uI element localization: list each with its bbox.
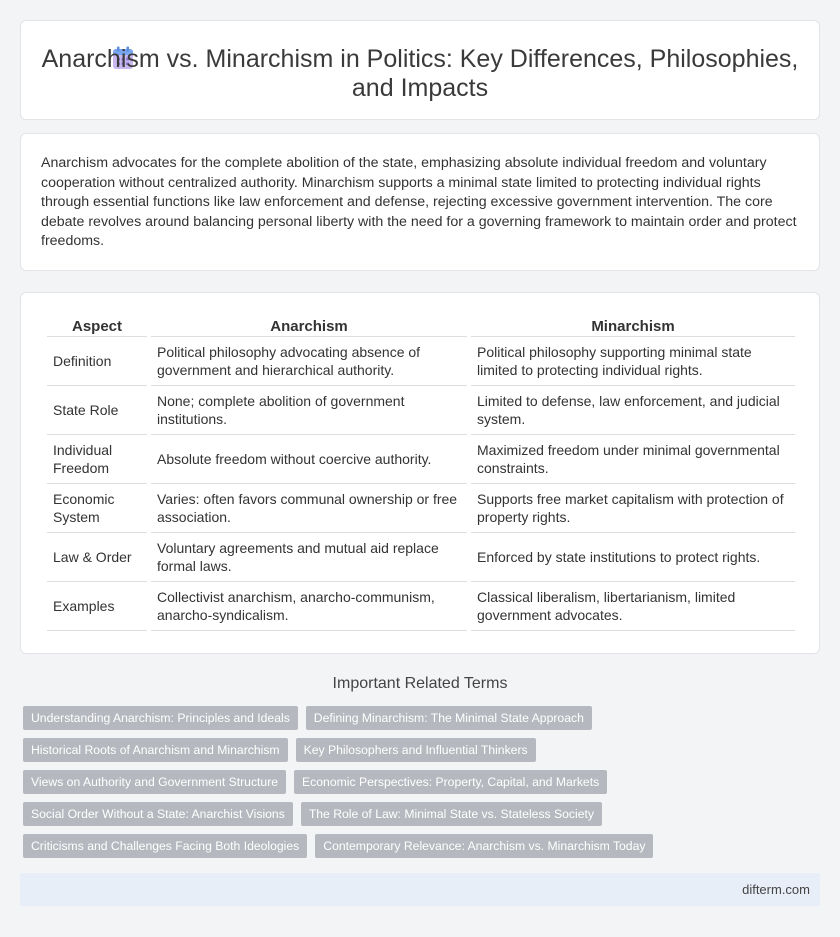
- cell-minarchism: Supports free market capitalism with protection of property rights.: [471, 484, 795, 533]
- cell-aspect: Individual Freedom: [47, 435, 147, 484]
- table-row: [47, 533, 795, 582]
- related-term-link[interactable]: Views on Authority and Government Structure: [23, 770, 286, 794]
- cell-aspect: Law & Order: [47, 533, 147, 582]
- cell-aspect: Examples: [47, 582, 147, 631]
- cell-anarchism: Varies: often favors communal ownership or free association.: [151, 484, 467, 533]
- related-term-link[interactable]: The Role of Law: Minimal State vs. Stateless Society: [301, 802, 602, 826]
- related-term-link[interactable]: Defining Minarchism: The Minimal State Approach: [306, 706, 592, 730]
- cell-anarchism: None; complete abolition of government institutions.: [151, 386, 467, 435]
- related-term-link[interactable]: Key Philosophers and Influential Thinkers: [296, 738, 536, 762]
- header-anarchism: Anarchism: [151, 313, 467, 337]
- related-term-link[interactable]: Criticisms and Challenges Facing Both Ideologies: [23, 834, 307, 858]
- cell-minarchism: Enforced by state institutions to protect rights.: [471, 533, 795, 582]
- cell-minarchism: Limited to defense, law enforcement, and judicial system.: [471, 386, 795, 435]
- comparison-table: [43, 313, 799, 631]
- table-header-row: [47, 313, 795, 337]
- related-term-link[interactable]: Economic Perspectives: Property, Capital, and Markets: [294, 770, 607, 794]
- title-card: [20, 20, 820, 120]
- footer: [20, 873, 820, 906]
- intro-paragraph: Anarchism advocates for the complete abolition of the state, emphasizing absolute individual freedom and voluntary cooperation without centralized authority. Minarchism supports a minimal state limited to protecting individual rights through essential functions like law enforcement and defense, rejecting excessive government intervention. The core debate revolves around balancing personal liberty with the need for a governing framework to maintain order and protect freedoms.: [41, 155, 797, 250]
- cell-anarchism: Collectivist anarchism, anarcho-communism, anarcho-syndicalism.: [151, 582, 467, 631]
- comparison-card: [20, 292, 820, 654]
- cell-aspect: Definition: [47, 337, 147, 386]
- related-term-link[interactable]: Social Order Without a State: Anarchist Visions: [23, 802, 293, 826]
- intro-card: [20, 133, 820, 271]
- page-title: Anarchism vs. Minarchism in Politics: Key Differences, Philosophies, and Impacts: [41, 45, 799, 102]
- table-row: [47, 484, 795, 533]
- related-terms-list: [23, 706, 803, 858]
- related-term-link[interactable]: Contemporary Relevance: Anarchism vs. Minarchism Today: [315, 834, 653, 858]
- table-row: [47, 337, 795, 386]
- cell-anarchism: Political philosophy advocating absence of government and hierarchical authority.: [151, 337, 467, 386]
- cell-anarchism: Voluntary agreements and mutual aid replace formal laws.: [151, 533, 467, 582]
- cell-anarchism: Absolute freedom without coercive authority.: [151, 435, 467, 484]
- related-term-link[interactable]: Historical Roots of Anarchism and Minarchism: [23, 738, 288, 762]
- header-aspect: Aspect: [47, 313, 147, 337]
- related-terms-title: Important Related Terms: [332, 675, 508, 692]
- table-row: [47, 582, 795, 631]
- table-row: [47, 386, 795, 435]
- header-minarchism: Minarchism: [471, 313, 795, 337]
- table-row: [47, 435, 795, 484]
- cell-minarchism: Political philosophy supporting minimal state limited to protecting individual rights.: [471, 337, 795, 386]
- cell-minarchism: Classical liberalism, libertarianism, limited government advocates.: [471, 582, 795, 631]
- footer-site[interactable]: difterm.com: [742, 882, 810, 897]
- cell-aspect: State Role: [47, 386, 147, 435]
- related-term-link[interactable]: Understanding Anarchism: Principles and Ideals: [23, 706, 298, 730]
- cell-aspect: Economic System: [47, 484, 147, 533]
- cell-minarchism: Maximized freedom under minimal governmental constraints.: [471, 435, 795, 484]
